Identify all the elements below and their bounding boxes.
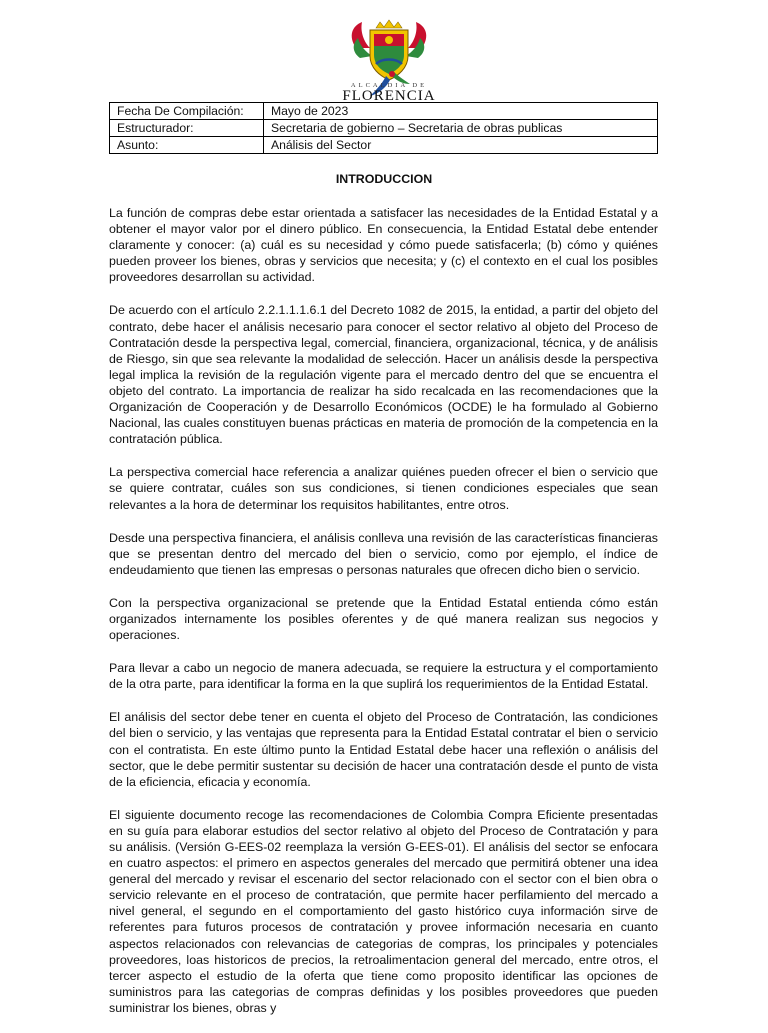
meta-value: Análisis del Sector: [264, 137, 658, 154]
document-metadata-table: [109, 102, 658, 154]
section-title: INTRODUCCION: [335, 172, 433, 186]
paragraph: Desde una perspectiva financiera, el análisis conlleva una revisión de las características financieras que se presentan dentro del mercado del bien o servicio, como por ejemplo, el índice de endeudamiento que tienen las empresas o personas naturales que ofrecen dicho bien o servicio.: [109, 530, 658, 577]
logo-caption-small: ALCALDIA DE: [350, 82, 428, 89]
paragraph: Con la perspectiva organizacional se pretende que la Entidad Estatal entienda cómo están organizados internamente los posibles oferentes y de qué manera realizan sus negocios y operaciones.: [109, 595, 658, 643]
table-row: [110, 103, 658, 120]
table-row: [110, 137, 658, 154]
document-body: [109, 205, 658, 1033]
paragraph: El siguiente documento recoge las recomendaciones de Colombia Compra Eficiente presentadas en su guía para elaborar estudios del sector relativo al objeto del Proceso de Contratación y para su análisis. (Versión G-EES-02 reemplaza la versión G-EES-01). El análisis del sector se enfocara en cuatro aspectos: el primero en aspectos generales del mercado que permitirá obtener una idea general del mercado y revisar el escenario del sector relacionado con el sector con el bien obra o servicio relevante en el proceso de contratación, que permite hacer perfilamiento del mercado a nivel general, el segundo en el comportamiento del gasto histórico cuya información sirve de referentes para futuros procesos de contratación y provee información necesaria en cuanto aspectos relacionados con relevancias de categorias de compras, los principales y potenciales proveedores, loas historicos de precios, la retroalimentacion general del mercado, entre otros, el tercer aspecto el estudio de la oferta que tiene como proposito identificar las opciones de suministros para las categorias de compras definidas y los posibles proveedores que pueden suministrar los bienes, obras y: [109, 807, 658, 1015]
table-row: [110, 120, 658, 137]
meta-value: Mayo de 2023: [264, 103, 658, 120]
logo-caption-florencia: FLORENCIA: [342, 88, 436, 104]
paragraph: El análisis del sector debe tener en cuenta el objeto del Proceso de Contratación, las condiciones del bien o servicio, y las ventajas que representa para la Entidad Estatal contratar el bien o servicio con el contratista. En este último punto la Entidad Estatal debe hacer una reflexión o análisis del sector, que le debe permitir sustentar su decisión de hacer una contratación desde el punto de vista de la eficiencia, eficacia y economía.: [109, 710, 658, 789]
meta-value: Secretaria de gobierno – Secretaria de obras publicas: [264, 120, 658, 137]
paragraph: Para llevar a cabo un negocio de manera adecuada, se requiere la estructura y el comportamiento de la otra parte, para identificar la forma en la que suplirá los requerimientos de la Entidad Estatal.: [109, 661, 658, 692]
meta-key: Estructurador:: [110, 120, 264, 137]
paragraph: De acuerdo con el artículo 2.2.1.1.1.6.1 del Decreto 1082 de 2015, la entidad, a partir del objeto del contrato, debe hacer el análisis necesario para conocer el sector relativo al objeto del Proceso de Contratación desde la perspectiva legal, comercial, financiera, organizacional, técnica, y de análisis de Riesgo, sin que sea relevante la modalidad de selección. Hacer un análisis desde la perspectiva legal implica la revisión de la regulación vigente para el mercado dentro del que se encuentra el objeto del contrato. La importancia de realizar ha sido recalcada en las recomendaciones que la Organización de Cooperación y de Desarrollo Económicos (OCDE) le ha formulado al Gobierno Nacional, las cuales constituyen buenas prácticas en materia de promoción de la competencia en la contratación pública.: [109, 303, 658, 447]
paragraph: La perspectiva comercial hace referencia a analizar quiénes pueden ofrecer el bien o servicio que se quiere contratar, cuáles son sus condiciones, si tienen condiciones especiales que sean relevantes a la hora de determinar los requisitos habilitantes, entre otros.: [109, 465, 658, 512]
meta-key: Asunto:: [110, 137, 264, 154]
meta-key: Fecha De Compilación:: [110, 103, 264, 120]
paragraph: La función de compras debe estar orientada a satisfacer las necesidades de la Entidad Estatal y a obtener el mayor valor por el dinero público. En consecuencia, la Entidad Estatal debe entender claramente y conocer: (a) cuál es su necesidad y cómo puede satisfacerla; (b) cómo y quiénes pueden proveer los bienes, obras y servicios que necesita; y (c) el contexto en el cual los posibles proveedores desarrollan su actividad.: [109, 206, 658, 285]
